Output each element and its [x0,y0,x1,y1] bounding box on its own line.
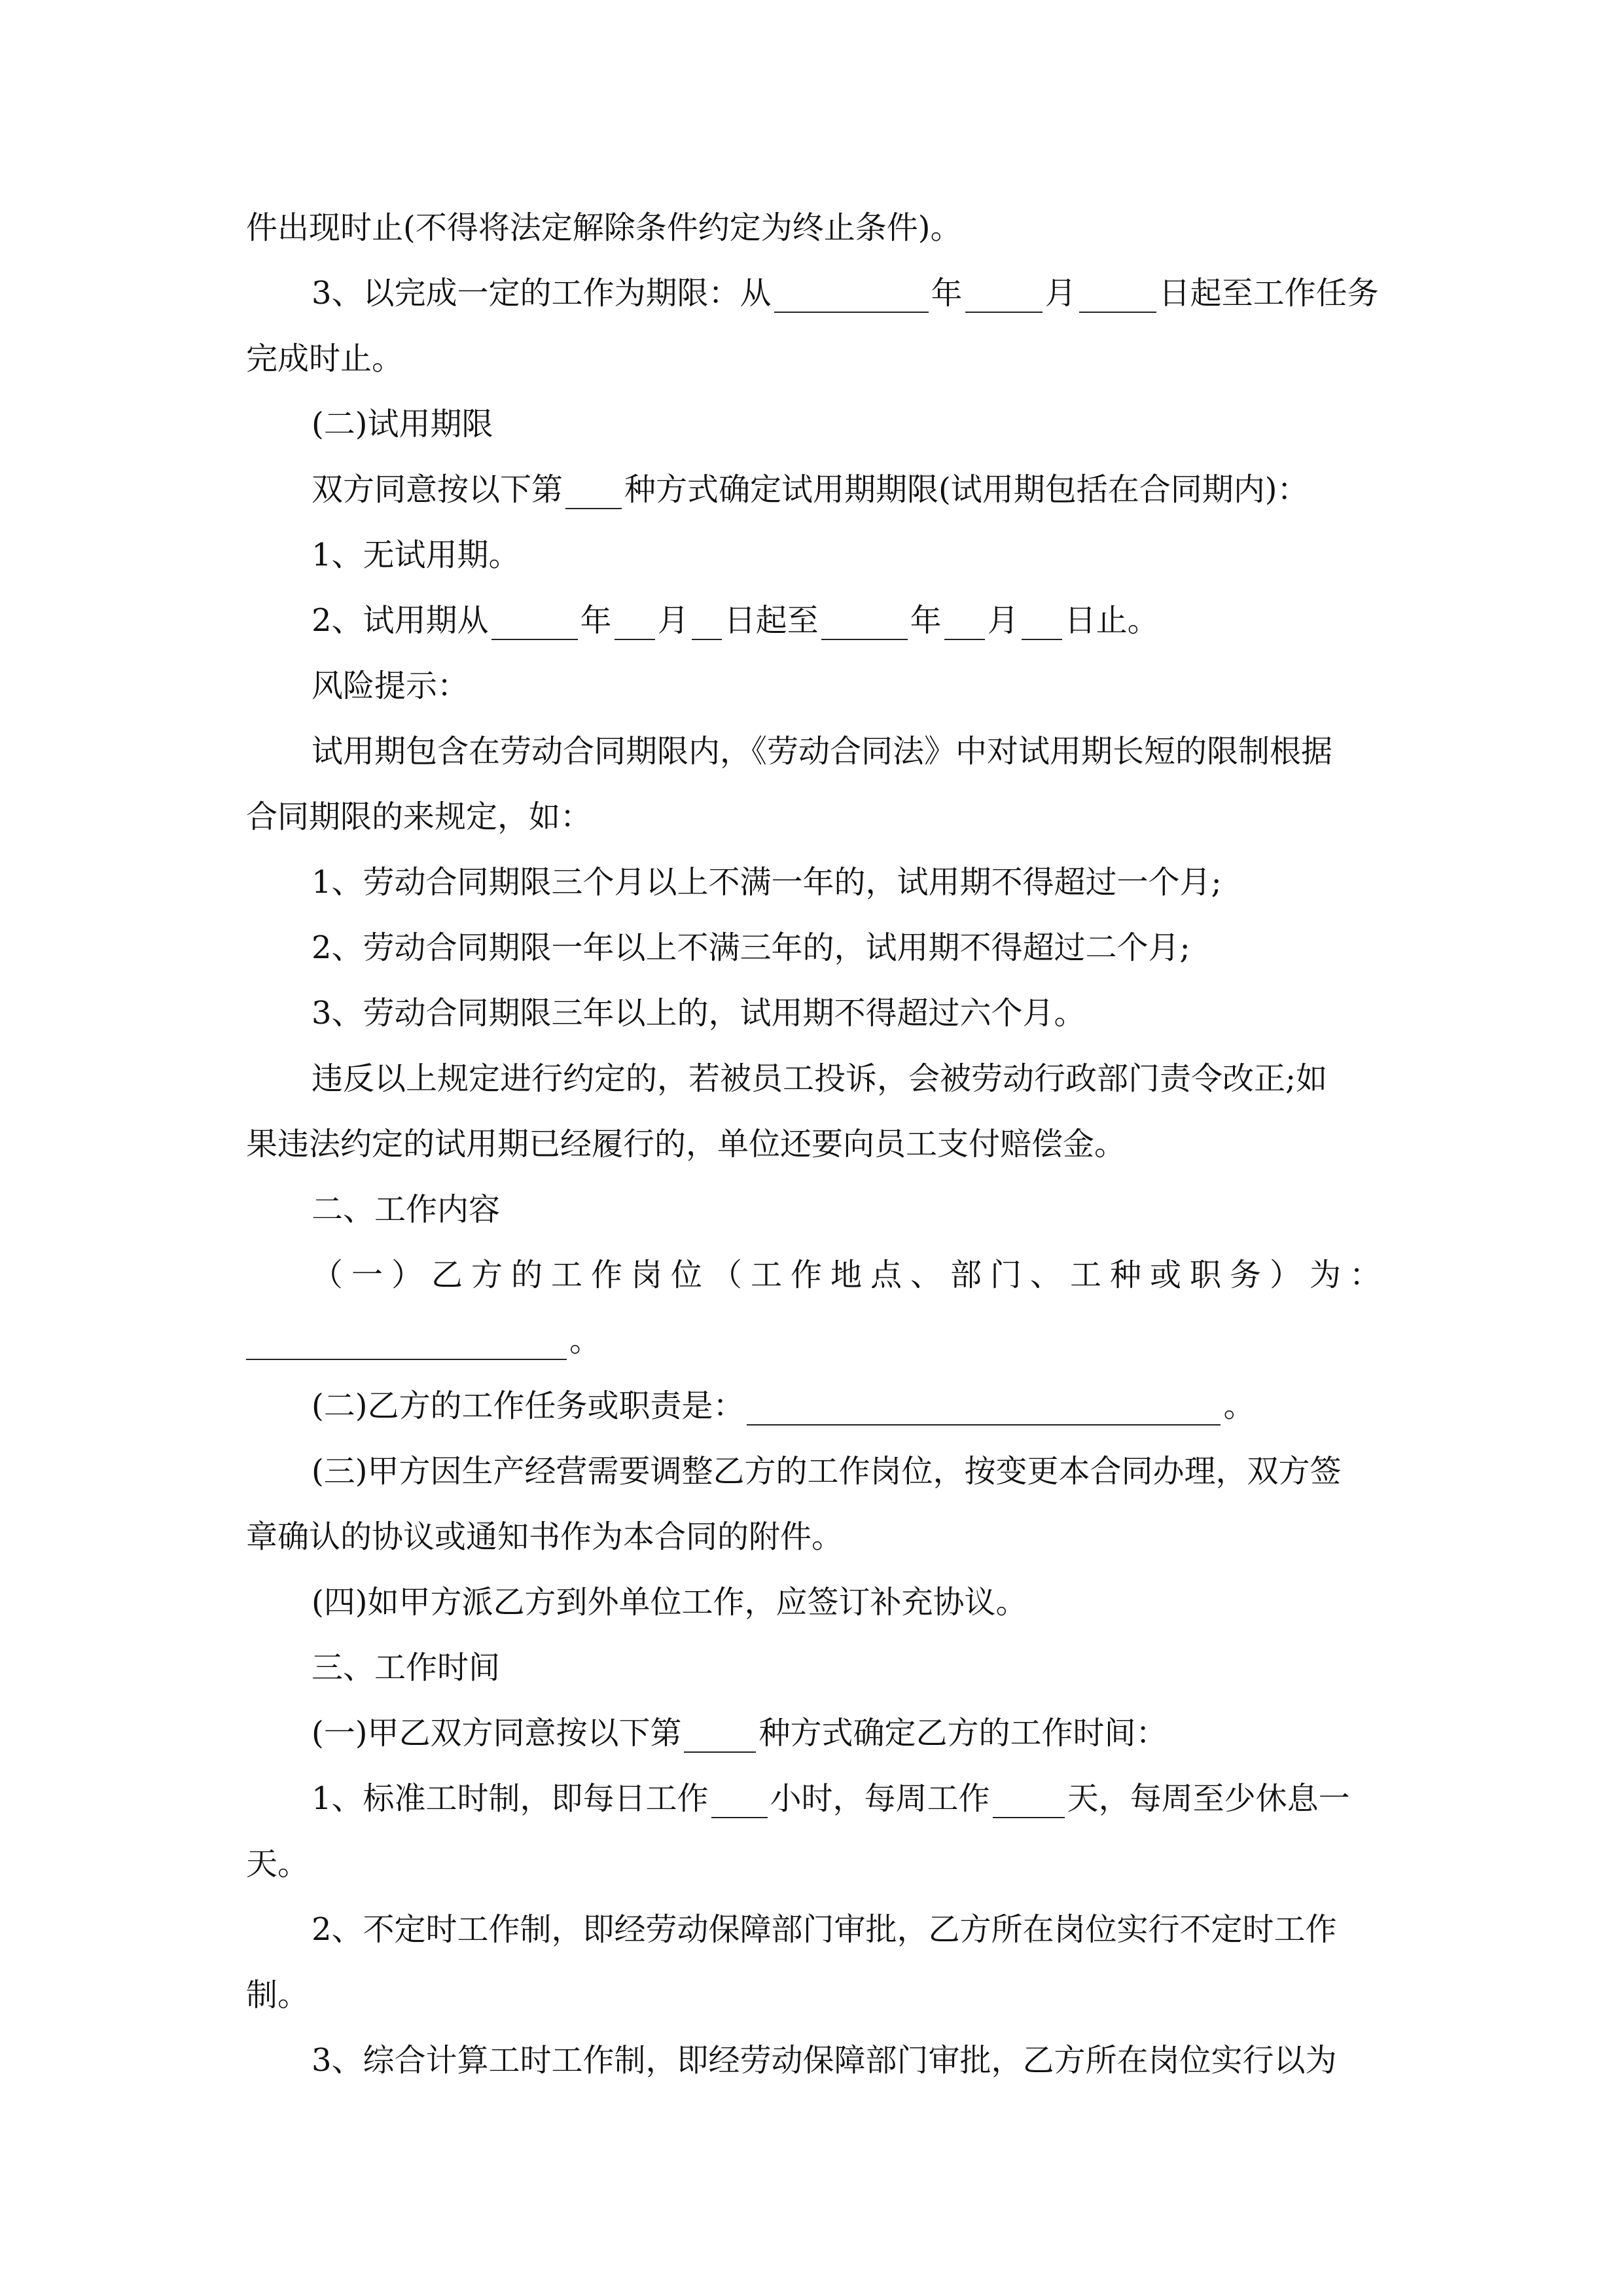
text-segment: 小时，每周工作 [770,1780,990,1817]
text-line [246,339,403,378]
text-segment: 1、劳动合同期限三个月以上不满一年的，试用期不得超过一个月; [312,864,1222,901]
text-line [312,601,1159,640]
text-segment: 3、劳动合同期限三年以上的，试用期不得超过六个月。 [312,995,1086,1031]
text-segment: 章确认的协议或通知书作为本合同的附件。 [246,1518,844,1555]
text-segment: 3、综合计算工时工作制，即经劳动保障部门审批，乙方所在岗位实行以为 [312,2042,1337,2079]
text-segment: 日止。 [1064,602,1159,639]
text-segment: 制。 [246,1977,310,2013]
text-segment: 种方式确定乙方的工作时间： [758,1715,1168,1751]
text-line [312,666,469,706]
text-segment: 果违法约定的试用期已经履行的，单位还要向员工支付赔偿金。 [246,1126,1126,1162]
text-segment: 违反以上规定进行约定的，若被员工投诉，会被劳动行政部门责令改正;如 [312,1060,1328,1097]
text-segment: 天。 [246,1846,310,1882]
text-segment: 二、工作内容 [312,1191,501,1228]
text-segment: 风险提示： [312,668,469,704]
text-segment: 年 [931,275,963,312]
blank-field [491,610,578,640]
text-segment: 完成时止。 [246,340,404,377]
blank-field [246,1330,567,1360]
text-line [312,535,520,575]
section-heading [312,404,493,444]
blank-field [965,283,1043,313]
blank-field [821,610,908,640]
text-segment: 。 [569,1322,601,1359]
text-segment: (二)乙方的工作任务或职责是： [312,1388,745,1424]
text-line [246,1517,843,1556]
text-segment: 件出现时止(不得将法定解除条件约定为终止条件)。 [246,209,962,246]
text-segment: (一)甲乙双方同意按以下第 [312,1715,682,1751]
text-segment: (二)试用期限 [312,406,493,442]
text-segment: 2、不定时工作制，即经劳动保障部门审批，乙方所在岗位实行不定时工作 [312,1911,1337,1948]
text-line [312,1255,1389,1295]
text-segment: 日起至 [724,602,819,639]
text-segment: 月 [987,602,1019,639]
text-line [312,1059,1327,1098]
text-line [312,274,1379,313]
blank-field [993,1788,1065,1818]
text-segment: 。 [1223,1388,1255,1424]
text-line [312,1910,1337,1949]
text-line [246,1124,1126,1164]
text-line [246,208,961,247]
text-segment: 试用期包含在劳动合同期限内，《劳动合同法》中对试用期长短的限制根据 [312,733,1333,770]
text-line [312,928,1190,967]
blank-field [615,610,655,640]
text-segment: 年 [580,602,612,639]
text-segment: (四)如甲方派乙方到外单位工作，应签订补充协议。 [312,1584,1027,1621]
section-heading [312,1190,500,1229]
text-segment: 三、工作时间 [312,1649,501,1686]
blank-field [747,1395,1221,1426]
text-segment: 月 [657,602,689,639]
text-line [312,1452,1341,1491]
text-line [312,732,1332,771]
blank-field [692,610,722,640]
text-line [312,2041,1337,2080]
text-segment: 年 [910,602,942,639]
text-segment: 日起至工作任务 [1158,275,1379,312]
text-line [246,1321,601,1360]
text-segment: 合同期限的来规定，如： [246,798,592,835]
blank-field [711,1788,768,1818]
text-line [246,797,592,836]
text-line [312,1779,1350,1818]
text-segment: 种方式确定试用期期限(试用期包括在合同期内)： [624,471,1309,508]
text-segment: 2、劳动合同期限一年以上不满三年的，试用期不得超过二个月; [312,929,1190,966]
text-line [246,1844,309,1884]
text-segment: 双方同意按以下第 [312,471,563,508]
text-segment: (三)甲方因生产经营需要调整乙方的工作岗位，按变更本合同办理，双方签 [312,1453,1342,1490]
text-segment: 1、标准工时制，即每日工作 [312,1780,709,1817]
blank-field [565,479,622,509]
section-heading [312,1648,500,1687]
text-line [312,1713,1167,1753]
text-line [312,470,1308,509]
text-segment: 2、试用期从 [312,602,489,639]
text-line [312,1386,1255,1426]
text-segment: 天，每周至少休息一 [1067,1780,1350,1817]
blank-field [944,610,985,640]
blank-field [774,283,929,313]
text-segment: 1、无试用期。 [312,537,520,573]
text-line [246,1975,309,2015]
blank-field [684,1723,756,1753]
text-line [312,994,1086,1033]
text-line [312,863,1222,902]
text-segment: 月 [1044,275,1077,312]
text-segment: （一）乙方的工作岗位（工作地点、部门、工种或职务）为： [312,1257,1390,1293]
text-line [312,1583,1027,1622]
blank-field [1022,610,1062,640]
text-segment: 3、以完成一定的工作为期限：从 [312,275,772,312]
blank-field [1079,283,1156,313]
